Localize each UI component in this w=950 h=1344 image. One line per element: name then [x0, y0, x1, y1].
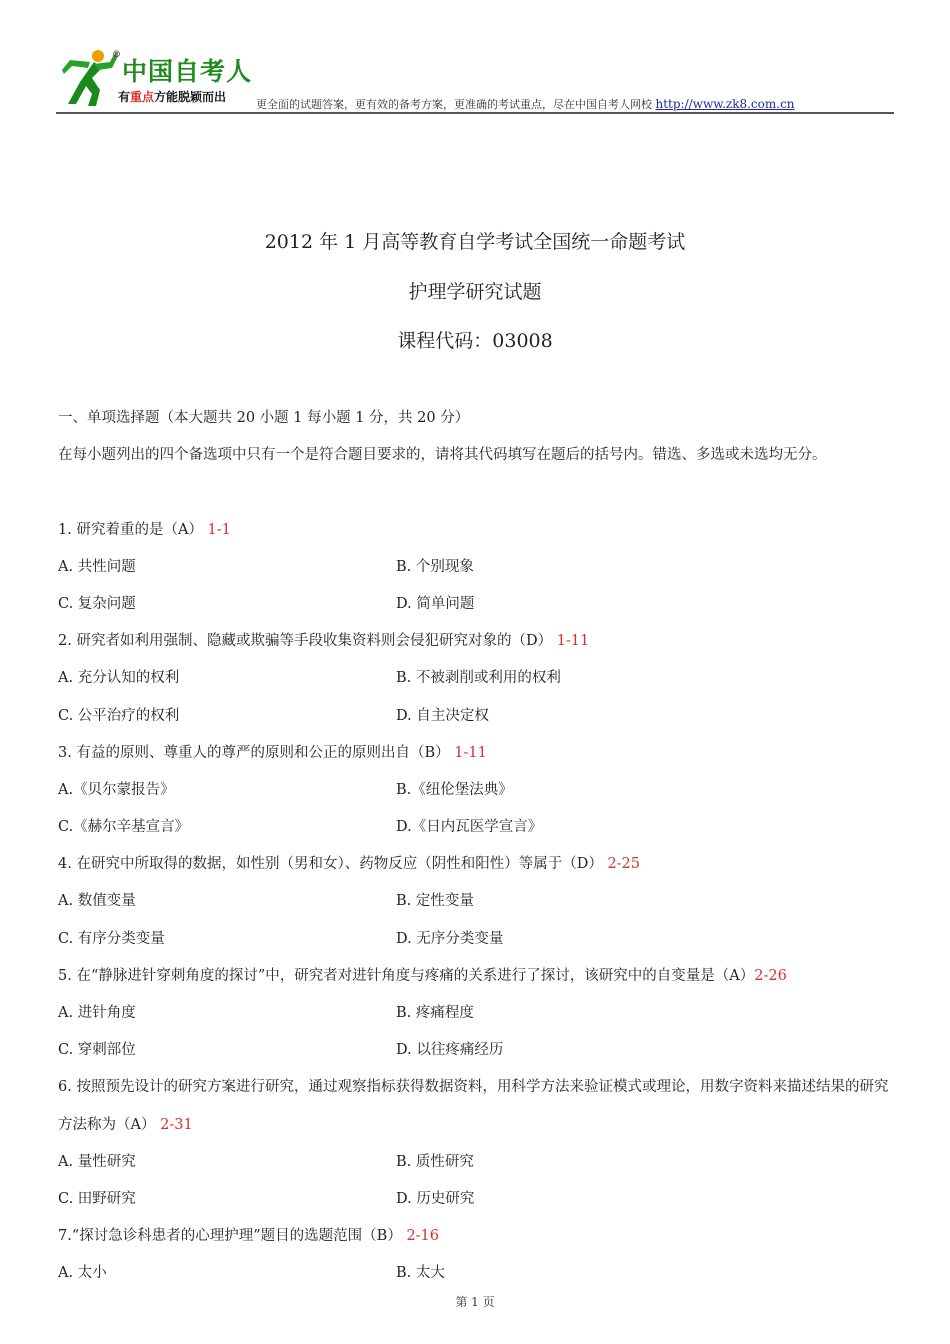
option-b: B. 太大 — [396, 1265, 445, 1282]
stem-text: 7.“探讨急诊科患者的心理护理”题目的选题范围（B） — [58, 1228, 402, 1245]
option-a: A. 太小 — [58, 1265, 107, 1282]
stem-text: 2. 研究者如利用强制、隐藏或欺骗等手段收集资料则会侵犯研究对象的（D） — [58, 633, 553, 650]
option-a: A.《贝尔蒙报告》 — [58, 781, 175, 798]
option-d: D. 自主决定权 — [396, 707, 489, 724]
options-row — [58, 921, 894, 958]
options-row — [58, 1255, 894, 1292]
options-row — [58, 995, 894, 1032]
option-c: C. 复杂问题 — [58, 595, 136, 612]
option-d: D. 历史研究 — [396, 1190, 475, 1207]
question-stem — [58, 735, 894, 772]
exam-body — [58, 400, 894, 1293]
option-c: C. 有序分类变量 — [58, 930, 165, 947]
options-row — [58, 883, 894, 920]
header-divider — [56, 112, 894, 114]
option-b: B.《纽伦堡法典》 — [396, 781, 513, 798]
stem-text: 1. 研究着重的是（A） — [58, 521, 203, 538]
options-row — [58, 698, 894, 735]
question-stem — [58, 1218, 894, 1255]
option-a: A. 数值变量 — [58, 893, 136, 910]
option-c: C.《赫尔辛基宣言》 — [58, 819, 190, 836]
logo-title — [112, 50, 253, 88]
tagline-text: 更全面的试题答案，更有效的备考方案，更准确的考试重点，尽在中国自考人网校 — [256, 98, 652, 111]
page-number: 第 1 页 — [455, 1295, 495, 1309]
chapter-ref: 1-11 — [556, 633, 590, 650]
options-row — [58, 660, 894, 697]
option-a: A. 进针角度 — [58, 1005, 136, 1022]
chapter-ref: 2-25 — [607, 856, 641, 873]
option-b: B. 不被剥削或利用的权利 — [396, 670, 561, 687]
logo-name: 中国自考人 — [122, 57, 253, 86]
stem-text: 6. 按照预先设计的研究方案进行研究，通过观察指标获得数据资料，用科学方法来验证模式或理论，用数字资料来描述结果的研究方法称为（A） — [58, 1079, 889, 1133]
site-logo[interactable] — [56, 40, 256, 110]
option-c: C. 田野研究 — [58, 1190, 136, 1207]
option-a: A. 量性研究 — [58, 1153, 136, 1170]
stem-text: 4. 在研究中所取得的数据，如性别（男和女）、药物反应（阴性和阳性）等属于（D） — [58, 856, 603, 873]
options-row — [58, 772, 894, 809]
chapter-ref: 1-11 — [454, 744, 487, 761]
chapter-ref: 1-1 — [207, 521, 231, 538]
options-row — [58, 1181, 894, 1218]
stem-text: 5. 在“静脉进针穿刺角度的探讨”中，研究者对进针角度与疼痛的关系进行了探讨，该研究中的自变量是（A） — [58, 967, 755, 984]
option-c: C. 公平治疗的权利 — [58, 707, 180, 724]
option-d: D.《日内瓦医学宣言》 — [396, 819, 543, 836]
option-b: B. 质性研究 — [396, 1153, 474, 1170]
section-heading: 一、单项选择题（本大题共 20 小题 1 每小题 1 分，共 20 分） — [58, 410, 470, 426]
course-code: 课程代码：03008 — [397, 330, 553, 352]
option-d: D. 无序分类变量 — [396, 930, 504, 947]
slogan-highlight: 重点 — [130, 90, 155, 104]
option-b: B. 定性变量 — [396, 893, 474, 910]
site-url-link[interactable]: http://www.zk8.com.cn — [655, 97, 795, 111]
option-d: D. 以往疼痛经历 — [396, 1042, 504, 1059]
chapter-ref: 2-16 — [406, 1228, 440, 1245]
running-figure-icon — [58, 46, 120, 108]
question-stem — [58, 958, 894, 995]
page-header — [56, 40, 894, 116]
options-row — [58, 1032, 894, 1069]
question-stem — [58, 1069, 894, 1143]
options-row — [58, 1144, 894, 1181]
question-stem — [58, 512, 894, 549]
chapter-ref: 2-26 — [754, 967, 787, 984]
slogan-pre: 有 — [118, 90, 131, 104]
exam-title: 2012 年 1 月高等教育自学考试全国统一命题考试 — [264, 231, 686, 253]
chapter-ref: 2-31 — [160, 1116, 193, 1133]
option-b: B. 个别现象 — [396, 558, 474, 575]
header-tagline — [256, 96, 795, 112]
question-stem — [58, 623, 894, 660]
options-row — [58, 549, 894, 586]
option-a: A. 充分认知的权利 — [58, 670, 180, 687]
option-a: A. 共性问题 — [58, 558, 136, 575]
options-row — [58, 586, 894, 623]
option-b: B. 疼痛程度 — [396, 1005, 474, 1022]
option-d: D. 简单问题 — [396, 595, 475, 612]
option-c: C. 穿刺部位 — [58, 1042, 136, 1059]
section-instruction: 在每小题列出的四个备选项中只有一个是符合题目要求的，请将其代码填写在题后的括号内。错选、多选或未选均无分。 — [58, 447, 827, 464]
logo-slogan — [118, 88, 226, 105]
question-stem — [58, 846, 894, 883]
registered-mark: ® — [112, 50, 122, 60]
stem-text: 3. 有益的原则、尊重人的尊严的原则和公正的原则出自（B） — [58, 744, 450, 761]
options-row — [58, 809, 894, 846]
subject-title: 护理学研究试题 — [408, 281, 542, 303]
slogan-post: 方能脱颖而出 — [154, 90, 227, 104]
